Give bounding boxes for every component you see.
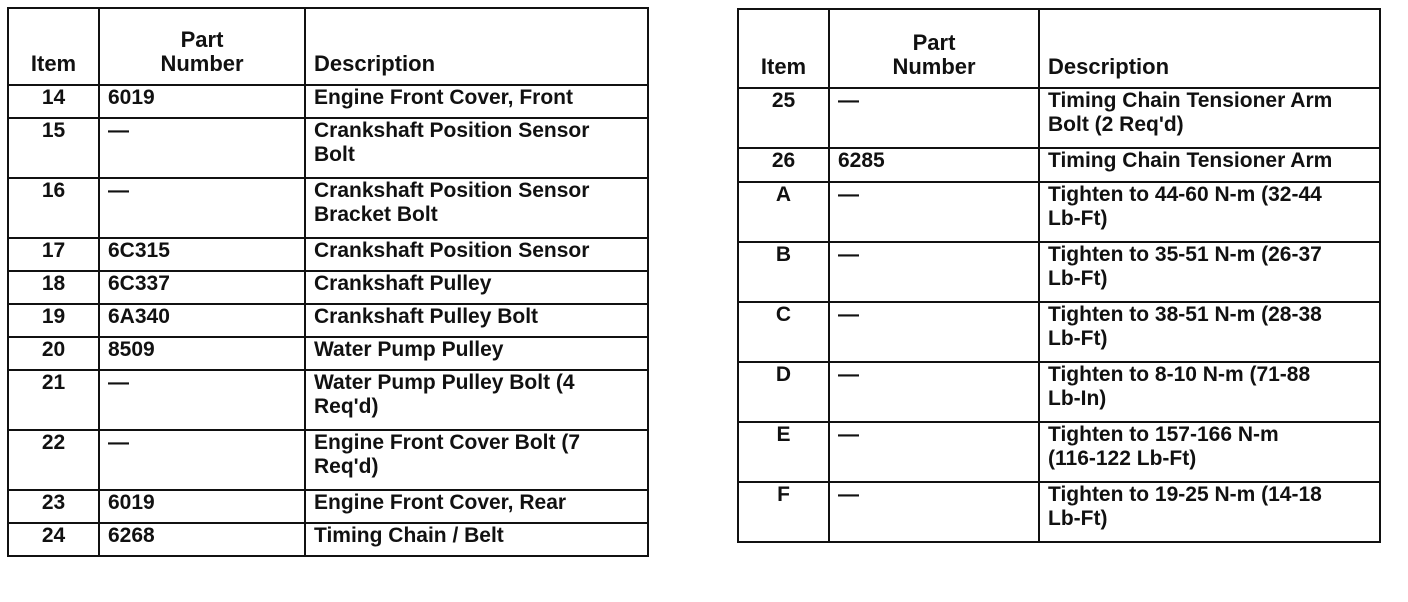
description-line: Timing Chain Tensioner Arm — [1048, 89, 1333, 112]
part-number-cell: — — [99, 430, 305, 490]
description-line: Water Pump Pulley Bolt (4 — [314, 371, 575, 394]
description-line: Crankshaft Position Sensor — [314, 179, 590, 202]
part-number-cell: 6A340 — [99, 304, 305, 337]
part-number-cell: — — [829, 182, 1039, 242]
part-number-cell: 6019 — [99, 85, 305, 118]
description-cell — [305, 271, 648, 304]
header-row — [738, 9, 1380, 88]
part-header-line2: Number — [892, 54, 976, 79]
part-number-cell: — — [829, 422, 1039, 482]
item-cell: 22 — [8, 430, 99, 490]
table-row — [8, 490, 648, 523]
description-line: Crankshaft Position Sensor — [314, 239, 590, 262]
part-number-cell: — — [99, 370, 305, 430]
description-cell — [305, 490, 648, 523]
left-parts-table — [7, 7, 649, 557]
part-number-cell: — — [829, 242, 1039, 302]
table-row — [738, 482, 1380, 542]
part-number-header — [829, 9, 1039, 88]
part-number-cell: 6C315 — [99, 238, 305, 271]
description-line: Lb-In) — [1048, 387, 1107, 410]
part-number-cell: — — [829, 482, 1039, 542]
part-number-cell: 6285 — [829, 148, 1039, 182]
description-line: Lb-Ft) — [1048, 327, 1108, 350]
part-number-cell: — — [99, 178, 305, 238]
item-cell: 15 — [8, 118, 99, 178]
description-cell — [305, 118, 648, 178]
description-line: Engine Front Cover, Rear — [314, 491, 567, 514]
table-row — [738, 148, 1380, 182]
description-line: Req'd) — [314, 455, 379, 478]
description-cell — [1039, 88, 1380, 148]
item-cell: 16 — [8, 178, 99, 238]
description-cell — [1039, 482, 1380, 542]
item-cell: B — [738, 242, 829, 302]
part-number-header — [99, 8, 305, 85]
item-cell: 14 — [8, 85, 99, 118]
item-cell: 26 — [738, 148, 829, 182]
description-line: Bolt (2 Req'd) — [1048, 113, 1184, 136]
table-row — [8, 85, 648, 118]
description-line: Tighten to 44-60 N-m (32-44 — [1048, 183, 1322, 206]
table-row — [8, 337, 648, 370]
description-cell — [1039, 148, 1380, 182]
item-cell: D — [738, 362, 829, 422]
description-cell — [1039, 362, 1380, 422]
description-line: Tighten to 19-25 N-m (14-18 — [1048, 483, 1322, 506]
description-header: Description — [305, 8, 648, 85]
description-cell — [305, 370, 648, 430]
table-row — [8, 370, 648, 430]
description-line: Crankshaft Pulley Bolt — [314, 305, 539, 328]
item-header: Item — [8, 8, 99, 85]
item-cell: 18 — [8, 271, 99, 304]
description-line: Timing Chain Tensioner Arm — [1048, 149, 1333, 172]
description-cell — [305, 523, 648, 556]
item-cell: 23 — [8, 490, 99, 523]
description-line: Req'd) — [314, 395, 379, 418]
part-number-cell: — — [829, 362, 1039, 422]
table-row — [8, 523, 648, 556]
description-cell — [305, 430, 648, 490]
description-cell — [305, 304, 648, 337]
table-row — [738, 302, 1380, 362]
item-cell: 17 — [8, 238, 99, 271]
description-line: Tighten to 8-10 N-m (71-88 — [1048, 363, 1311, 386]
description-line: Lb-Ft) — [1048, 507, 1108, 530]
item-cell: 20 — [8, 337, 99, 370]
table-row — [8, 238, 648, 271]
description-cell — [305, 85, 648, 118]
header-row — [8, 8, 648, 85]
table-row — [738, 182, 1380, 242]
table-row — [8, 430, 648, 490]
part-number-cell: — — [99, 118, 305, 178]
table-row — [738, 242, 1380, 302]
part-number-cell: 6C337 — [99, 271, 305, 304]
description-line: (116-122 Lb-Ft) — [1048, 447, 1197, 470]
description-line: Tighten to 35-51 N-m (26-37 — [1048, 243, 1322, 266]
table-row — [738, 422, 1380, 482]
part-header-line2: Number — [160, 51, 244, 76]
description-line: Crankshaft Position Sensor — [314, 119, 590, 142]
description-line: Water Pump Pulley — [314, 338, 504, 361]
item-cell: 21 — [8, 370, 99, 430]
table-row — [738, 362, 1380, 422]
part-number-cell: 6268 — [99, 523, 305, 556]
description-line: Crankshaft Pulley — [314, 272, 492, 295]
item-cell: A — [738, 182, 829, 242]
item-cell: 19 — [8, 304, 99, 337]
description-cell — [305, 337, 648, 370]
part-number-cell: — — [829, 302, 1039, 362]
description-line: Lb-Ft) — [1048, 207, 1108, 230]
description-line: Bolt — [314, 143, 355, 166]
table-row — [8, 118, 648, 178]
description-line: Bracket Bolt — [314, 203, 438, 226]
table-row — [8, 271, 648, 304]
description-line: Engine Front Cover Bolt (7 — [314, 431, 581, 454]
right-parts-table — [737, 8, 1381, 543]
item-cell: C — [738, 302, 829, 362]
description-cell — [1039, 242, 1380, 302]
part-number-cell: 8509 — [99, 337, 305, 370]
item-cell: E — [738, 422, 829, 482]
part-number-cell: 6019 — [99, 490, 305, 523]
part-header-line1: Part — [180, 27, 224, 52]
table-row — [738, 88, 1380, 148]
description-cell — [1039, 182, 1380, 242]
description-line: Tighten to 157-166 N-m — [1048, 423, 1279, 446]
description-line: Timing Chain / Belt — [314, 524, 504, 547]
description-cell — [305, 178, 648, 238]
description-cell — [1039, 302, 1380, 362]
description-line: Engine Front Cover, Front — [314, 86, 574, 109]
description-cell — [305, 238, 648, 271]
description-header: Description — [1039, 9, 1380, 88]
description-cell — [1039, 422, 1380, 482]
table-row — [8, 178, 648, 238]
item-header: Item — [738, 9, 829, 88]
item-cell: 24 — [8, 523, 99, 556]
description-line: Lb-Ft) — [1048, 267, 1108, 290]
part-header-line1: Part — [912, 30, 956, 55]
part-number-cell: — — [829, 88, 1039, 148]
description-line: Tighten to 38-51 N-m (28-38 — [1048, 303, 1322, 326]
table-row — [8, 304, 648, 337]
item-cell: F — [738, 482, 829, 542]
item-cell: 25 — [738, 88, 829, 148]
